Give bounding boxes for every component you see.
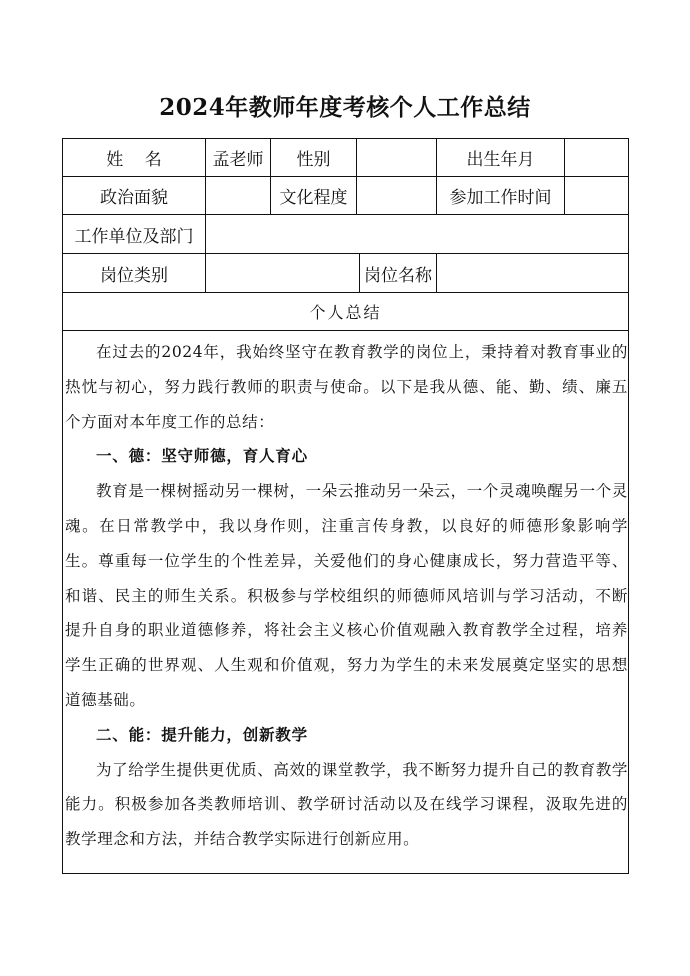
summary-body [63,331,628,857]
work-start-label: 参加工作时间 [437,177,565,215]
post-type-value[interactable] [206,254,360,293]
post-name-value[interactable] [437,254,628,293]
document-title: 2024年教师年度考核个人工作总结 [159,94,531,121]
gender-value[interactable] [357,139,437,177]
summary-paragraph: 为了给学生提供更优质、高效的课堂教学，我不断努力提升自己的教育教学能力。积极参加各类教师培训、教学研讨活动以及在线学习课程，汲取先进的教学理念和方法，并结合教学实际进行创新应用。 [65,760,628,849]
post-name-label: 岗位名称 [360,254,437,293]
birth-label: 出生年月 [437,139,565,177]
summary-subheading: 二、能：提升能力，创新教学 [96,724,308,744]
assessment-form [62,138,629,874]
name-value[interactable]: 孟老师 [206,139,271,177]
name-label: 姓 名 [63,139,206,177]
political-value[interactable] [206,177,271,215]
education-value[interactable] [357,177,437,215]
summary-heading: 个人总结 [63,293,628,331]
summary-subheading: 一、德：坚守师德，育人育心 [96,446,308,466]
work-start-value[interactable] [565,177,628,215]
education-label: 文化程度 [271,177,357,215]
birth-value[interactable] [565,139,628,177]
gender-label: 性别 [271,139,357,177]
summary-paragraph: 在过去的2024年，我始终坚守在教育教学的岗位上，秉持着对教育事业的热忱与初心，努力践行教师的职责与使命。以下是我从德、能、勤、绩、廉五个方面对本年度工作的总结： [65,343,628,431]
post-type-label: 岗位类别 [63,254,206,293]
political-label: 政治面貌 [63,177,206,215]
summary-paragraph: 教育是一棵树摇动另一棵树，一朵云推动另一朵云，一个灵魂唤醒另一个灵魂。在日常教学中，我以身作则，注重言传身教，以良好的师德形象影响学生。尊重每一位学生的个性差异，关爱他们的身心健康成长，努力营造平等、和谐、民主的师生关系。积极参与学校组织的师德师风培训与学习活动，不断提升自身的职业道德修养，将社会主义核心价值观融入教育教学全过程，培养学生正确的世界观、人生观和价值观，努力为学生的未来发展奠定坚实的思想道德基础。 [65,482,628,709]
unit-label: 工作单位及部门 [63,215,206,254]
unit-value[interactable] [206,215,628,254]
